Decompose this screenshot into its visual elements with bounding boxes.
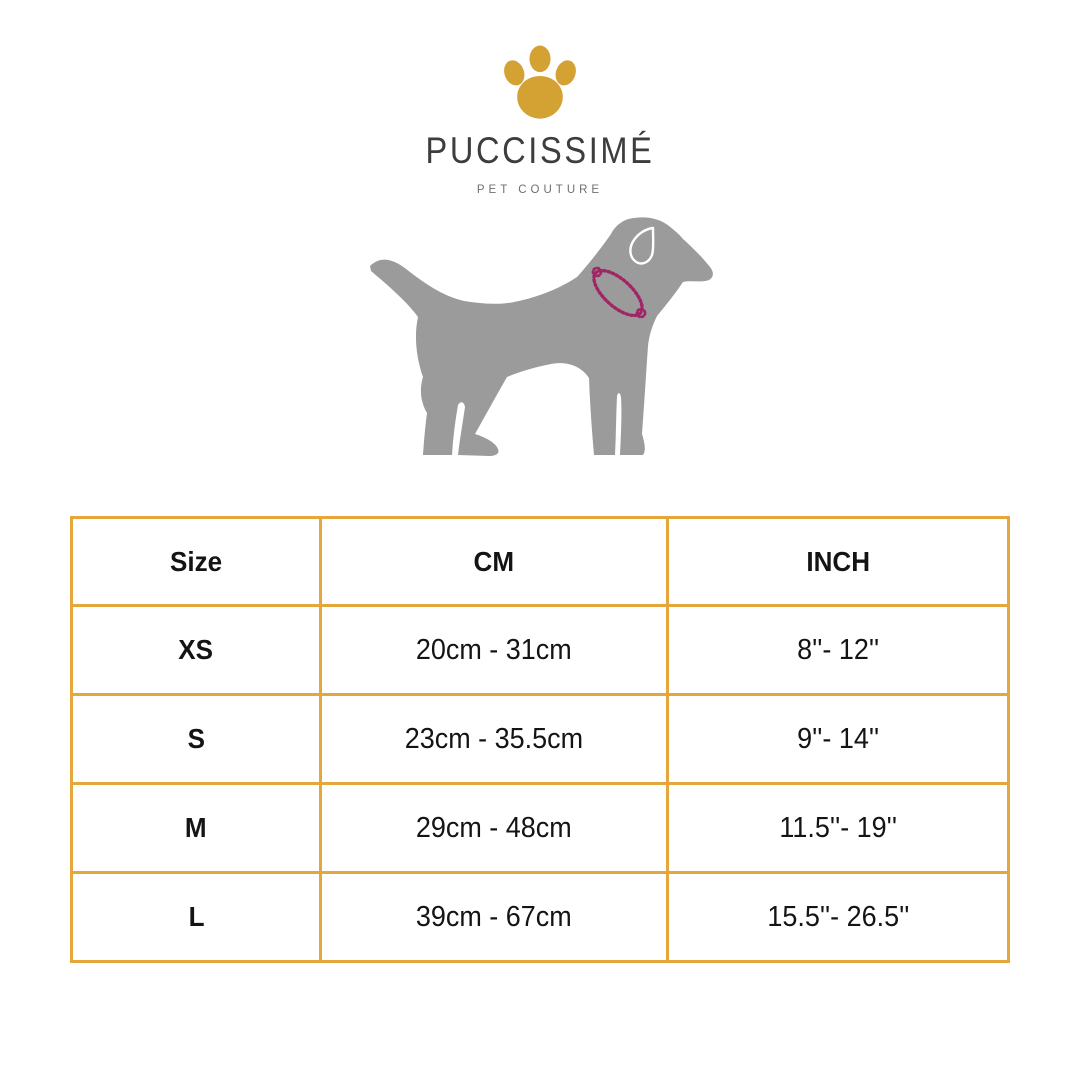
size-cell: S [72, 695, 321, 784]
size-cell: L [72, 873, 321, 962]
inch-cell: 9''- 14'' [667, 695, 1008, 784]
brand-tagline: PET COUTURE [476, 184, 604, 196]
paw-icon [501, 44, 579, 122]
inch-cell: 11.5''- 19'' [667, 784, 1008, 873]
table-header-row [72, 518, 1009, 606]
inch-cell: 8''- 12'' [667, 606, 1008, 695]
size-cell: M [72, 784, 321, 873]
inch-cell: 15.5''- 26.5'' [667, 873, 1008, 962]
cm-column-header: CM [321, 518, 668, 606]
size-cell: XS [72, 606, 321, 695]
cm-cell: 29cm - 48cm [321, 784, 668, 873]
size-column-header: Size [72, 518, 321, 606]
table-row-xs [72, 606, 1009, 695]
brand-name: PUCCISSIMÉ [425, 130, 655, 171]
size-table [70, 516, 1010, 963]
dog-silhouette [370, 217, 713, 456]
cm-cell: 20cm - 31cm [321, 606, 668, 695]
cm-cell: 39cm - 67cm [321, 873, 668, 962]
table-row-m [72, 784, 1009, 873]
inch-column-header: INCH [667, 518, 1008, 606]
dog-illustration [360, 205, 720, 470]
brand-header [0, 0, 1080, 196]
cm-cell: 23cm - 35.5cm [321, 695, 668, 784]
table-row-l [72, 873, 1009, 962]
table-row-s [72, 695, 1009, 784]
